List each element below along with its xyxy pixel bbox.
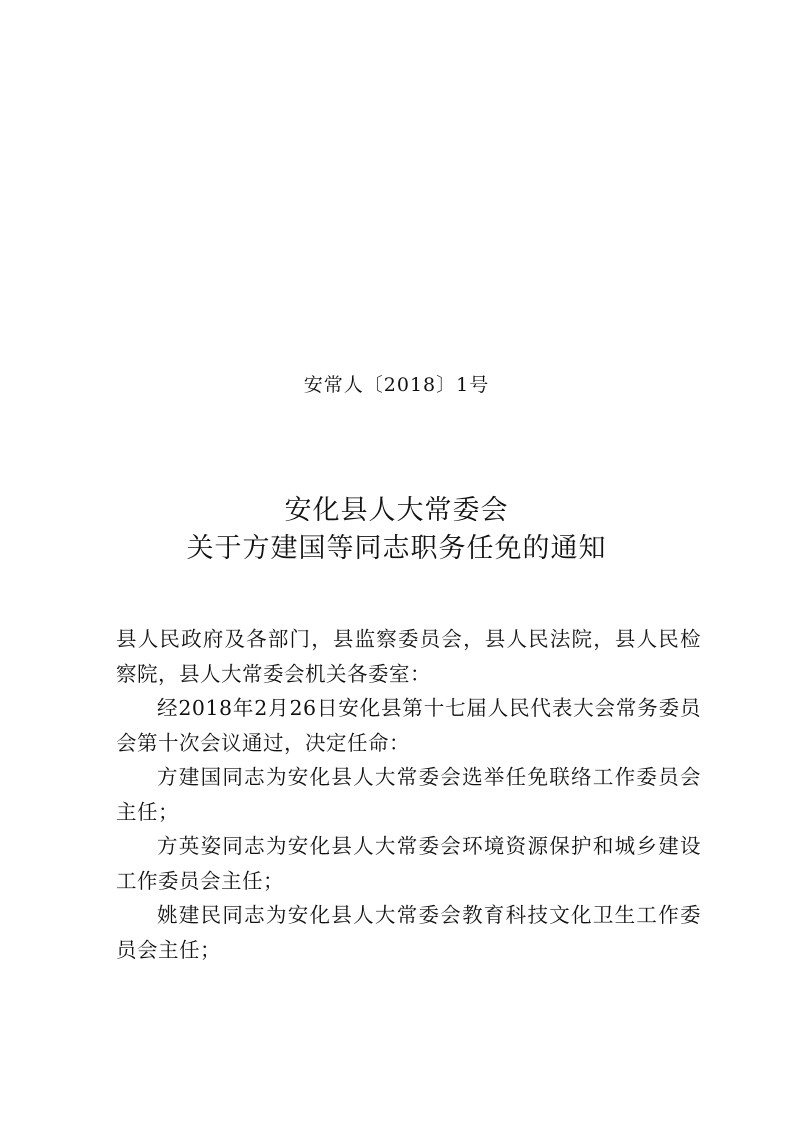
appointment-paragraph-2: 方英姿同志为安化县人大常委会环境资源保护和城乡建设工作委员会主任； (116, 834, 701, 893)
addressee-paragraph: 县人民政府及各部门，县监察委员会，县人民法院，县人民检察院，县人大常委会机关各委室： (116, 627, 701, 686)
document-number: 安常人〔2018〕1号 (303, 374, 490, 396)
title-line-issuer: 安化县人大常委会 (284, 495, 509, 526)
decision-paragraph: 经2018年2月26日安化县第十七届人民代表大会常务委员会第十次会议通过，决定任命： (116, 696, 701, 755)
title-line-subject: 关于方建国等同志职务任免的通知 (186, 533, 607, 564)
document-body (116, 622, 701, 967)
document-title (0, 492, 793, 568)
appointment-paragraph-3: 姚建民同志为安化县人大常委会教育科技文化卫生工作委员会主任； (116, 903, 701, 962)
appointment-paragraph-1: 方建国同志为安化县人大常委会选举任免联络工作委员会主任； (116, 765, 701, 824)
